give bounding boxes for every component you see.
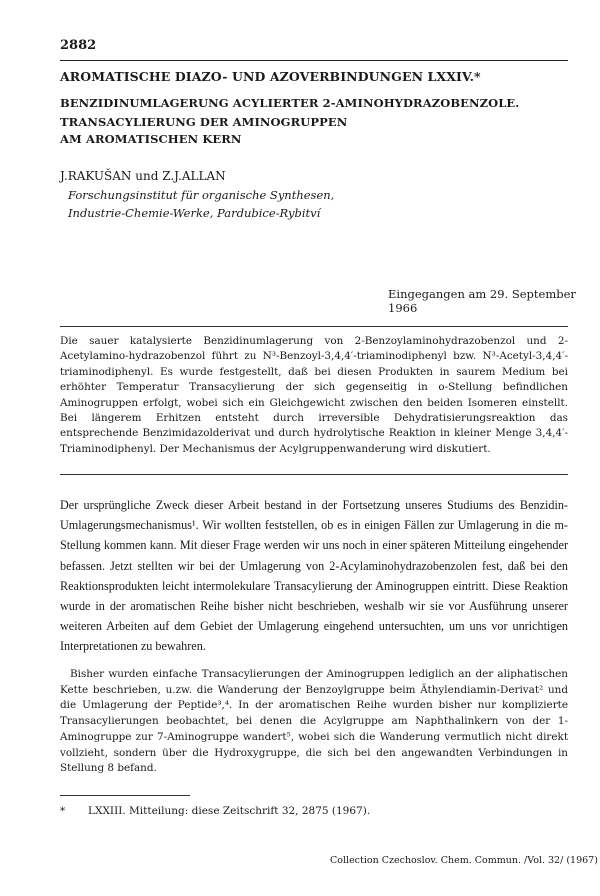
footnote bbox=[60, 805, 370, 817]
authors: J.RAKUŠAN und Z.J.ALLAN bbox=[60, 169, 226, 183]
footnote-mark: * bbox=[60, 805, 66, 817]
journal-footer: Collection Czechoslov. Chem. Commun. /Vol. 32/ (1967) bbox=[330, 855, 598, 866]
affiliation-line-2: Industrie-Chemie-Werke, Pardubice-Rybitví bbox=[68, 206, 321, 220]
footnote-rule bbox=[60, 795, 190, 796]
header-rule bbox=[60, 60, 568, 61]
abstract-top-rule bbox=[60, 326, 568, 327]
affiliation-line-1: Forschungsinstitut für organische Synthesen, bbox=[68, 188, 335, 202]
abstract-bottom-rule bbox=[60, 474, 568, 475]
article-title-line-1: AROMATISCHE DIAZO- UND AZOVERBINDUNGEN LXXIV.* bbox=[60, 69, 481, 84]
page-number: 2882 bbox=[60, 38, 97, 53]
body-paragraph: Bisher wurden einfache Transacylierungen der Aminogruppen lediglich an der aliphatischen Kette beschrieben, u.zw. die Wanderung der Benzoylgruppe beim Äthylendiamin-Derivat² und die Umlagerung der Peptide³,⁴. In der aromatischen Reihe wurden bisher nur komplizierte Transacylierungen beobachtet, bei denen die Acylgruppe am Naphthalinkern von der 1-Aminogruppe zur 7-Aminogruppe wandert⁵, wobei sich die Wanderung vermutlich nicht direkt vollzieht, sondern über die Hydroxygruppe, die sich bei den angewandten Verbindungen in Stellung 8 befand. bbox=[60, 668, 568, 775]
received-date: Eingegangen am 29. September 1966 bbox=[388, 287, 576, 315]
footnote-text: LXXIII. Mitteilung: diese Zeitschrift 32, 2875 (1967). bbox=[88, 805, 371, 817]
article-title-line-3: TRANSACYLIERUNG DER AMINOGRUPPEN bbox=[60, 115, 348, 129]
abstract: Die sauer katalysierte Benzidinumlagerung von 2-Benzoylaminohydrazobenzol und 2-Acetylamino-hydrazobenzol führt zu N³-Benzoyl-3,4,4′-triaminodiphenyl bzw. N³-Acetyl-3,4,4′-triaminodiphenyl. Es wurde festgestellt, daß bei diesen Produkten in saurem Medium bei erhöhter Temperatur Transacylierung der sich gegenseitig in o-Stellung befindlichen Aminogruppen erfolgt, wobei sich ein Gleichgewicht zwischen den beiden Isomeren einstellt. Bei längerem Erhitzen entsteht durch irreversible Dehydratisierungsreaktion das entsprechende Benzimidazolderivat und durch hydrolytische Reaktion in kleiner Menge 3,4,4′-Triaminodiphenyl. Der Mechanismus der Acylgruppenwanderung wird diskutiert. bbox=[60, 335, 568, 455]
intro-paragraph: Der ursprüngliche Zweck dieser Arbeit bestand in der Fortsetzung unseres Studiums des Benzidin-Umlagerungsmechanismus¹. Wir wollten feststellen, ob es in einigen Fällen zur Umlagerung in die m-Stellung kommen kann. Mit dieser Frage werden wir uns noch in einer späteren Mitteilung eingehender befassen. Jetzt stellten wir bei der Umlagerung von 2-Acylaminohydrazobenzolen fest, daß bei den Reaktionsprodukten leicht intermolekulare Transacylierung der Aminogruppen eintritt. Diese Reaktion wurde in der aromatischen Reihe bisher nicht beschrieben, weshalb wir sie vor Ausführung unserer weiteren Arbeiten auf dem Gebiet der Umlagerung eingehend untersuchten, um uns vor unrichtigen Interpretationen zu bewahren. bbox=[60, 498, 568, 654]
article-title-line-2: BENZIDINUMLAGERUNG ACYLIERTER 2-AMINOHYDRAZOBENZOLE. bbox=[60, 96, 520, 110]
article-title-line-4: AM AROMATISCHEN KERN bbox=[60, 132, 242, 146]
